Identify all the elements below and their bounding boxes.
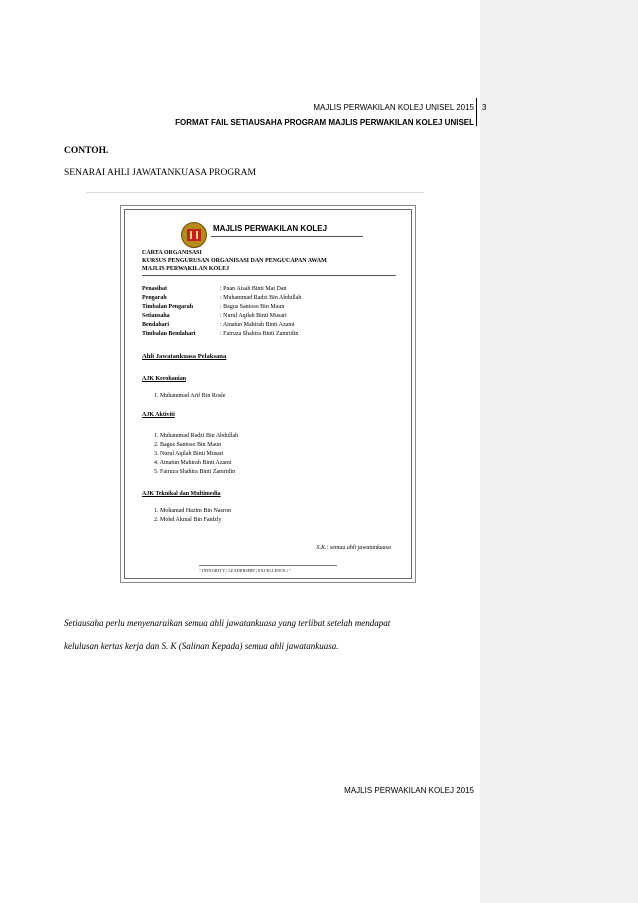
officer-row: [142, 285, 402, 294]
carta-line1: CARTA ORGANISASI: [142, 250, 202, 256]
officer-role: Timbalan Bendahari: [142, 331, 196, 337]
embedded-document: [120, 205, 416, 583]
ajk-aktiviti-list: [154, 432, 238, 477]
officer-row: [142, 321, 402, 330]
officer-name: : Puan Aisah Binti Mat Dan: [220, 286, 287, 292]
carta-line2: KURSUS PENGURUSAN ORGANISASI DAN PENGUCAPAN AWAM: [142, 258, 327, 264]
page-footer: MAJLIS PERWAKILAN KOLEJ 2015: [344, 786, 474, 795]
officer-row: [142, 294, 402, 303]
page-number: 3: [482, 103, 487, 112]
officers-list: [142, 285, 402, 339]
list-item: 3. Nurul Aqilah Binti Musari: [154, 451, 224, 457]
officer-name: : Ainatun Mahirah Binti Azami: [220, 322, 295, 328]
list-item: 1. Mohamad Hazim Bin Nasron: [154, 508, 231, 514]
list-item: 2. Mohd Akmal Bin Faidzly: [154, 517, 222, 523]
officer-name: : Fairuza Shahira Binti Zamridin: [220, 331, 299, 337]
officer-role: Timbalan Pengarah: [142, 304, 194, 310]
officer-name: : Bagus Santoso Bin Maun: [220, 304, 285, 310]
officer-row: [142, 312, 402, 321]
officer-role: Bendahari: [142, 322, 170, 328]
ajk-teknikal-list: [154, 507, 231, 525]
logo-emblem: [187, 229, 201, 241]
ajk-kerohanian-heading: AJK Kerohanian: [142, 376, 187, 382]
ajk-pelaksana-heading: Ahli Jawatankuasa Pelaksana: [142, 353, 227, 360]
header-subtitle: FORMAT FAIL SETIAUSAHA PROGRAM MAJLIS PERWAKILAN KOLEJ UNISEL: [175, 118, 474, 127]
instruction-paragraph-line1: Setiausaha perlu menyenaraikan semua ahli jawatankuasa yang terlibat setelah mendapat: [64, 618, 391, 628]
brand-title: MAJLIS PERWAKILAN KOLEJ: [213, 224, 328, 233]
section-separator: [86, 192, 424, 193]
list-item: 2. Bagus Santoso Bin Maun: [154, 442, 222, 448]
list-item: 5. Fairuza Shahira Binti Zamridin: [154, 469, 236, 475]
officer-row: [142, 303, 402, 312]
instruction-paragraph-line2: kelulusan kertas kerja dan S. K (Salinan Kepada) semua ahli jawatankuasa.: [64, 641, 339, 651]
list-item: 4. Ainatun Mahirah Binti Azami: [154, 460, 232, 466]
embedded-footer-rule: [199, 565, 337, 566]
contoh-heading: CONTOH.: [64, 146, 109, 156]
carta-heading: [142, 249, 327, 273]
officer-role: Setiausaha: [142, 313, 170, 319]
college-logo-icon: [181, 222, 207, 248]
senarai-heading: SENARAI AHLI JAWATANKUASA PROGRAM: [64, 168, 256, 178]
ajk-kerohanian-list: [154, 392, 226, 401]
sk-note: S.K.: semua ahli jawatankuasa: [316, 545, 391, 551]
brand-underline: [211, 236, 363, 237]
header-title: MAJLIS PERWAKILAN KOLEJ UNISEL 2015: [313, 103, 474, 112]
header-divider: [476, 98, 477, 126]
officer-role: Pengarah: [142, 295, 167, 301]
officer-role: Penasihat: [142, 286, 168, 292]
list-item: 1. Muhammad Radzi Bin Abdullah: [154, 433, 239, 439]
officer-row: [142, 330, 402, 339]
carta-underline: [142, 275, 396, 276]
ajk-teknikal-heading: AJK Teknikal dan Multimedia: [142, 491, 221, 497]
comment-pane: [480, 0, 638, 903]
ajk-aktiviti-heading: AJK Aktiviti: [142, 412, 175, 418]
carta-line3: MAJLIS PERWAKILAN KOLEJ: [142, 266, 230, 272]
list-item: 1. Muhammad Arif Bin Rosle: [154, 393, 226, 399]
officer-name: : Muhammad Radzi Bin Abdullah: [220, 295, 302, 301]
embedded-footer: " INTEGRITY | LEADERSHIP | EXCELLENCE | ": [199, 568, 292, 573]
officer-name: : Nurul Aqilah Binti Musari: [220, 313, 287, 319]
embedded-document-border: [124, 209, 412, 579]
